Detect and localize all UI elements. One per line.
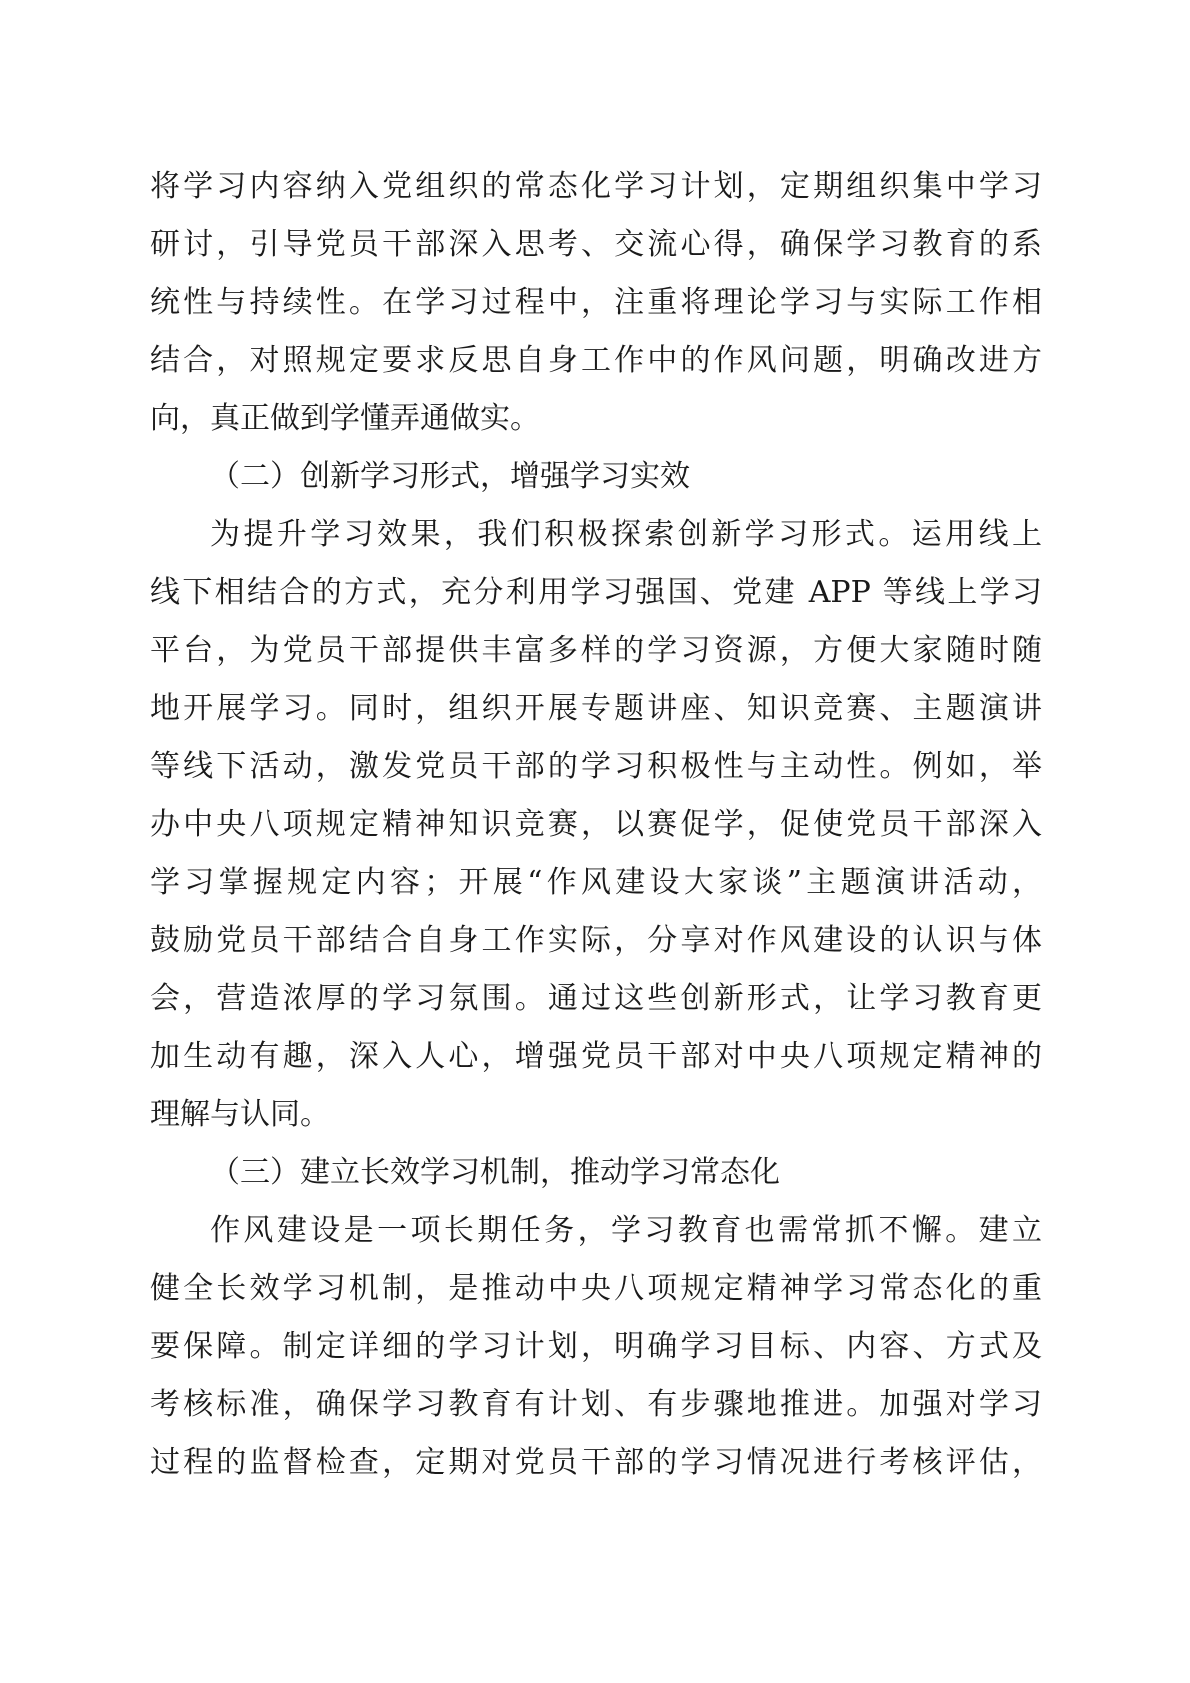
paragraph-learning-forms [150, 506, 1042, 1144]
text-line: 结合，对照规定要求反思自身工作中的作风问题，明确改进方 [150, 343, 1042, 378]
text-line: 为提升学习效果，我们积极探索创新学习形式。运用线上 [210, 517, 1042, 552]
text-line: 办中央八项规定精神知识竞赛，以赛促学，促使党员干部深入 [150, 807, 1042, 842]
text-line: 作风建设是一项长期任务，学习教育也需常抓不懈。建立 [210, 1213, 1042, 1248]
text-line: 加生动有趣，深入人心，增强党员干部对中央八项规定精神的 [150, 1039, 1042, 1074]
text-line: 理解与认同。 [150, 1097, 330, 1132]
document-page [150, 158, 1042, 1492]
text-line: 等线下活动，激发党员干部的学习积极性与主动性。例如，举 [150, 749, 1042, 784]
text-line: 统性与持续性。在学习过程中，注重将理论学习与实际工作相 [150, 285, 1042, 320]
heading-text: （三）建立长效学习机制，推动学习常态化 [210, 1155, 780, 1190]
text-line: 鼓励党员干部结合自身工作实际，分享对作风建设的认识与体 [150, 923, 1042, 958]
text-line: 平台，为党员干部提供丰富多样的学习资源，方便大家随时随 [150, 633, 1042, 668]
text-line: 将学习内容纳入党组织的常态化学习计划，定期组织集中学习 [150, 169, 1042, 204]
text-line: 过程的监督检查，定期对党员干部的学习情况进行考核评估， [150, 1445, 1042, 1480]
section-heading-2 [150, 448, 1042, 506]
paragraph-long-term-mechanism [150, 1202, 1042, 1492]
text-line: 学习掌握规定内容；开展“作风建设大家谈”主题演讲活动， [150, 865, 1042, 900]
heading-text: （二）创新学习形式，增强学习实效 [210, 459, 690, 494]
text-line: 向，真正做到学懂弄通做实。 [150, 401, 540, 436]
section-heading-3 [150, 1144, 1042, 1202]
text-line: 健全长效学习机制，是推动中央八项规定精神学习常态化的重 [150, 1271, 1042, 1306]
text-line: 线下相结合的方式，充分利用学习强国、党建 APP 等线上学习 [150, 575, 1042, 610]
text-line: 地开展学习。同时，组织开展专题讲座、知识竞赛、主题演讲 [150, 691, 1042, 726]
text-line: 研讨，引导党员干部深入思考、交流心得，确保学习教育的系 [150, 227, 1042, 262]
text-line: 考核标准，确保学习教育有计划、有步骤地推进。加强对学习 [150, 1387, 1042, 1422]
text-line: 要保障。制定详细的学习计划，明确学习目标、内容、方式及 [150, 1329, 1042, 1364]
text-line: 会，营造浓厚的学习氛围。通过这些创新形式，让学习教育更 [150, 981, 1042, 1016]
paragraph-continuation [150, 158, 1042, 448]
